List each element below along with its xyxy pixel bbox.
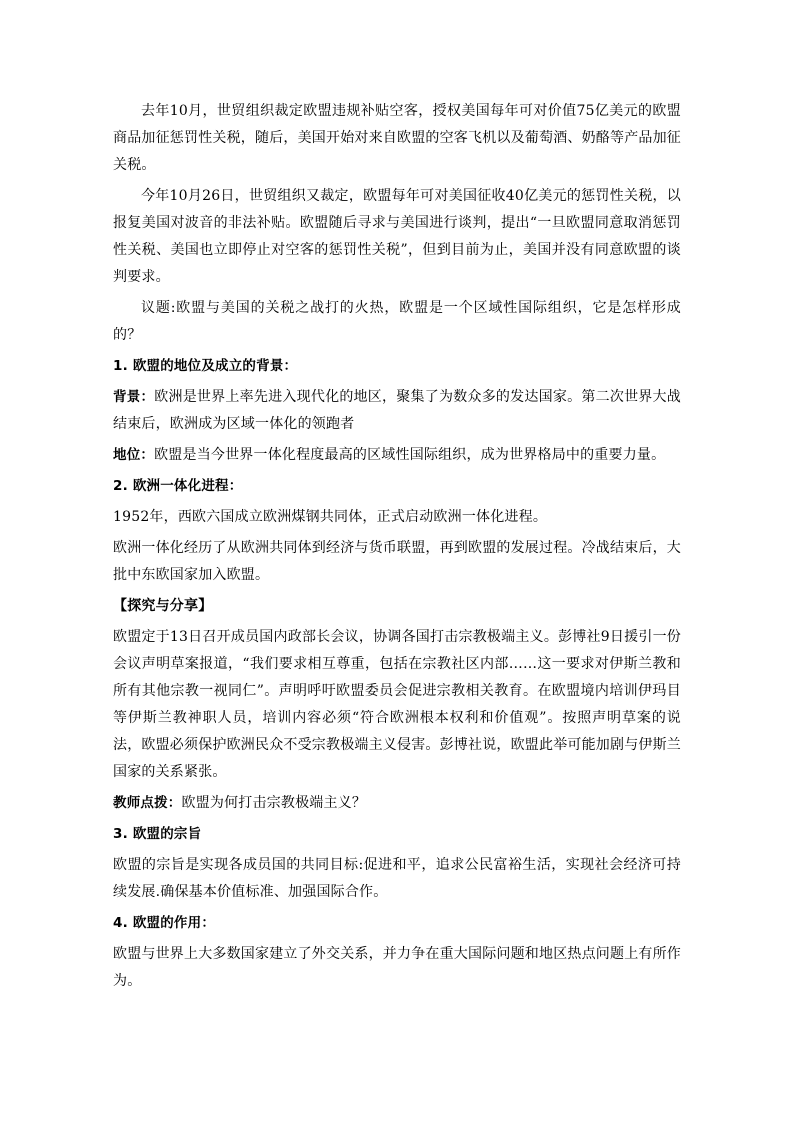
background-text: 欧洲是世界上率先进入现代化的地区，聚集了为数众多的发达国家。第二次世界大战结束后，欧洲成为区域一体化的领跑者 [113, 389, 681, 432]
position-paragraph [113, 442, 681, 469]
explore-text-a: 欧盟定于13日召开成员国内政部长会议，协调各国打击宗教极端主义。彭博社9日援引一份会议声明草案报道， [113, 629, 681, 672]
explore-text-b: 。声明呼吁欧盟委员会促进宗教相关教育。在欧盟境内培训伊玛目等伊斯兰教神职人员，培训内容必须 [113, 683, 681, 726]
purpose-paragraph: 欧盟的宗旨是实现各成员国的共同目标:促进和平，追求公民富裕生活，实现社会经济可持续发展.确保基本价值标准、加强国际合作。 [113, 857, 681, 900]
explore-paragraph [113, 624, 681, 786]
role-paragraph: 欧盟与世界上大多数国家建立了外交关系，并力争在重大国际问题和地区热点问题上有所作为。 [113, 946, 681, 989]
topic-question: 议题:欧盟与美国的关税之战打的火热，欧盟是一个区域性国际组织，它是怎样形成的？ [113, 300, 681, 343]
explore-share-tag: 【探究与分享】 [113, 598, 213, 614]
background-paragraph [113, 384, 681, 438]
document-body [113, 98, 681, 999]
background-label: 背景： [113, 389, 155, 405]
explore-quote-1: “我们要求相互尊重，包括在宗教社区内部……这一要求对伊斯兰教和所有其他宗教一视同仁” [113, 656, 681, 699]
position-text: 欧盟是当今世界一体化程度最高的区域性国际组织，成为世界格局中的重要力量。 [154, 447, 666, 463]
position-label: 地位： [113, 447, 155, 463]
teacher-tip-label: 教师点拨： [113, 795, 182, 811]
section-4-heading: 4. 欧盟的作用： [113, 915, 216, 931]
section-1-heading: 1. 欧盟的地位及成立的背景： [113, 358, 298, 374]
teacher-tip-paragraph [113, 790, 681, 817]
intro-paragraph-2: 今年10月26日，世贸组织又裁定，欧盟每年可对美国征收40亿美元的惩罚性关税，以报复美国对波音的非法补贴。欧盟随后寻求与美国进行谈判，提出“一旦欧盟同意取消惩罚性关税、美国也立即停止对空客的惩罚性关税”，但到目前为止，美国并没有同意欧盟的谈判要求。 [113, 188, 681, 285]
integration-process-paragraph: 欧洲一体化经历了从欧洲共同体到经济与货币联盟，再到欧盟的发展过程。冷战结束后，大批中东欧国家加入欧盟。 [113, 540, 681, 583]
integration-start-paragraph: 1952年，西欧六国成立欧洲煤钢共同体，正式启动欧洲一体化进程。 [113, 509, 548, 525]
intro-paragraph-1: 去年10月，世贸组织裁定欧盟违规补贴空客，授权美国每年可对价值75亿美元的欧盟商品加征惩罚性关税，随后，美国开始对来自欧盟的空客飞机以及葡萄酒、奶酪等产品加征关税。 [113, 103, 681, 173]
explore-text-c: 。按照声明草案的说法，欧盟必须保护欧洲民众不受宗教极端主义侵害。彭博社说，欧盟此举可能加剧与伊斯兰国家的关系紧张。 [113, 710, 681, 780]
explore-quote-2: “符合欧洲根本权利和价值观” [351, 710, 547, 726]
section-3-heading: 3. 欧盟的宗旨 [113, 826, 202, 842]
section-2-heading: 2. 欧洲一体化进程： [113, 478, 243, 494]
teacher-tip-text: 欧盟为何打击宗教极端主义？ [181, 795, 367, 811]
